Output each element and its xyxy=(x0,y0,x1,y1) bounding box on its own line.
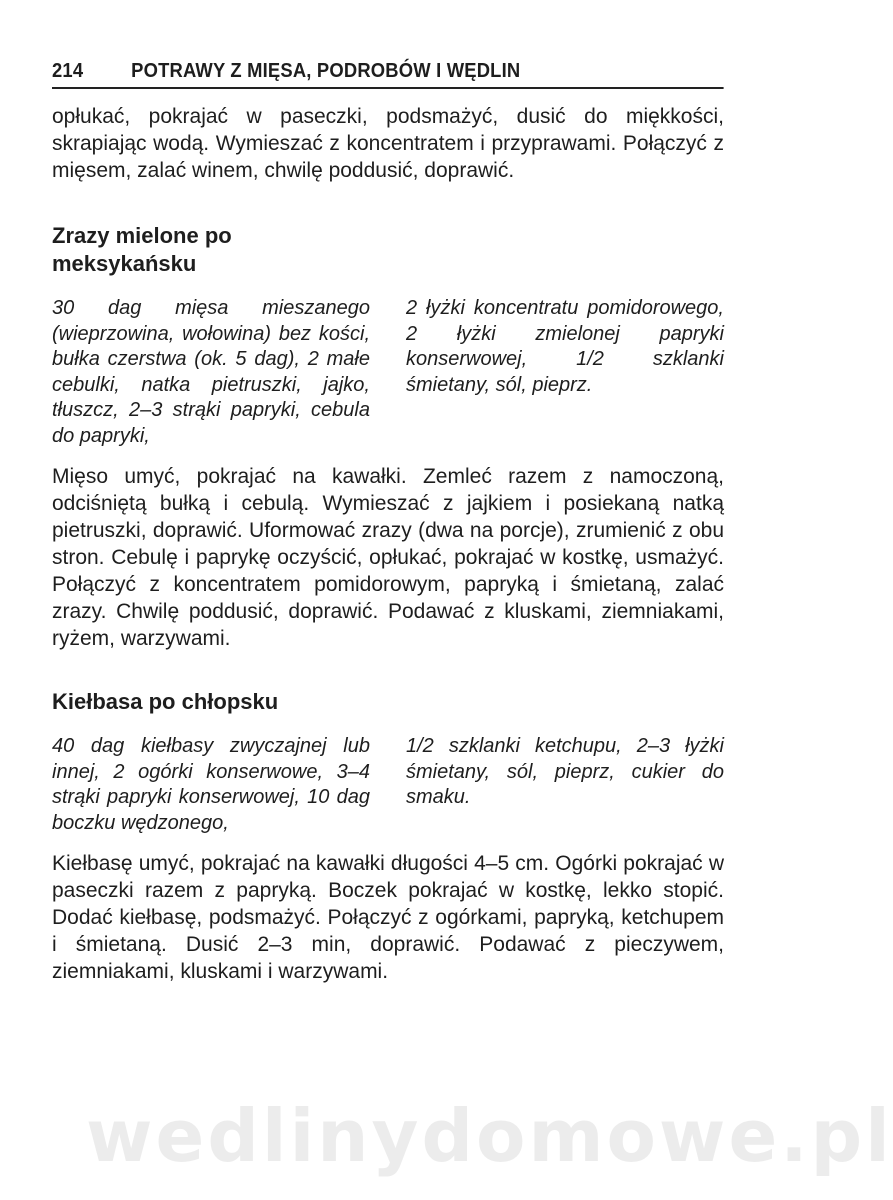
recipe-title-kielbasa: Kiełbasa po chłopsku xyxy=(52,689,279,714)
page-number: 214 xyxy=(52,60,84,82)
watermark: wedlinydomowe.pl xyxy=(86,1094,893,1178)
ingredients-kielbasa xyxy=(52,734,724,836)
method-zrazy: Mięso umyć, pokrajać na kawałki. Zemleć razem z namoczoną, odciśniętą bułką i cebulą. Wymieszać z jajkiem i posiekaną natką pietruszki, doprawić. Uformować zrazy (dwa na porcje), zrumienić z obu stron. Cebulę i paprykę oczyścić, opłukać, pokrajać w kostkę, usmażyć. Połączyć z koncentratem pomidorowym, papryką i śmietaną, zalać zrazy. Chwilę poddusić, doprawić. Podawać z kluskami, ziemniakami, ryżem, warzywami. xyxy=(52,465,724,650)
ingredients-zrazy xyxy=(52,296,724,449)
ingredients-right-column: 1/2 szklanki ketchupu, 2–3 łyżki śmietany, sól, pieprz, cukier do smaku. xyxy=(406,735,724,808)
method-kielbasa: Kiełbasę umyć, pokrajać na kawałki długości 4–5 cm. Ogórki pokrajać w paseczki razem z papryką. Boczek pokrajać w kostkę, lekko stopić. Dodać kiełbasę, podsmażyć. Połączyć z ogórkami, papryką, ketchupem i śmietaną. Dusić 2–3 min, doprawić. Podawać z pieczywem, ziemniakami, kluskami i warzywami. xyxy=(52,852,724,983)
intro-paragraph: opłukać, pokrajać w paseczki, podsmażyć, dusić do miękkości, skrapiając wodą. Wymieszać z koncentratem i przyprawami. Połączyć z mięsem, zalać winem, chwilę poddusić, doprawić. xyxy=(52,105,724,182)
ingredients-left-column: 30 dag mięsa mieszanego (wieprzowina, wołowina) bez kości, bułka czerstwa (ok. 5 dag), 2 małe cebulki, natka pietruszki, jajko, tłuszcz, 2–3 strąki papryki, cebula do papryki, xyxy=(52,297,370,447)
book-page xyxy=(52,60,724,985)
ingredients-left-column: 40 dag kiełbasy zwyczajnej lub innej, 2 ogórki konserwowe, 3–4 strąki papryki konserwowej, 10 dag boczku wędzonego, xyxy=(52,735,370,834)
recipe-title-zrazy: Zrazy mielone po meksykańsku xyxy=(52,223,232,276)
chapter-title: POTRAWY Z MIĘSA, PODROBÓW I WĘDLIN xyxy=(131,60,521,82)
running-head xyxy=(52,60,723,89)
ingredients-right-column: 2 łyżki koncentratu pomidorowego, 2 łyżki zmielonej papryki konserwowej, 1/2 szklanki śmietany, sól, pieprz. xyxy=(406,297,724,396)
